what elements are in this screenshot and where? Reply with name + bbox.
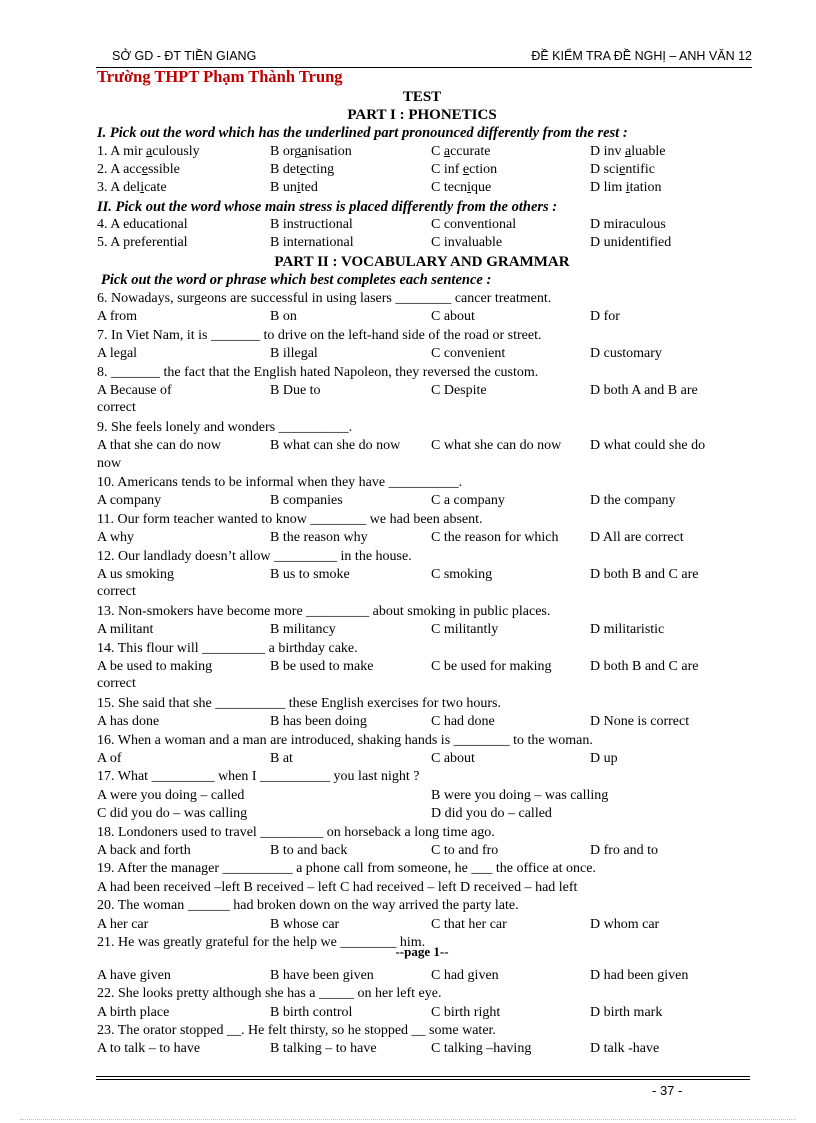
question-text: 10. Americans tends to be informal when they have __________. <box>97 475 463 490</box>
question-text: 20. The woman ______ had broken down on the way arrived the party late. <box>97 898 519 914</box>
answer-option: B at <box>270 751 293 766</box>
stress-instruction: II. Pick out the word whose main stress is placed differently from the others : <box>97 199 558 215</box>
answer-option: D both A and B are <box>590 383 698 398</box>
phonetics-option: D scientific <box>590 162 655 177</box>
phonetics-option: 1. A mir aculously <box>97 144 200 159</box>
phonetics-option: D inv aluable <box>590 144 666 159</box>
answer-option: B Due to <box>270 383 321 398</box>
answer-option: A her car <box>97 916 149 932</box>
grammar-instruction: Pick out the word or phrase which best completes each sentence : <box>101 272 492 288</box>
answer-option-continued: correct <box>97 676 136 692</box>
question-text: 8. _______ the fact that the English hated Napoleon, they reversed the custom. <box>97 364 539 380</box>
header-left: SỞ GD - ĐT TIỀN GIANG <box>112 49 257 63</box>
answer-option: C about <box>431 309 475 325</box>
question-text: 7. In Viet Nam, it is _______ to drive on the left-hand side of the road or street. <box>97 327 542 343</box>
underlined-sound: i <box>625 180 630 195</box>
footer-rule-1 <box>96 1076 750 1077</box>
question-text: 19. After the manager __________ a phone call from someone, he ___ the office at once. <box>97 861 596 877</box>
answer-option: C Despite <box>431 383 487 398</box>
part2-title: PART II : VOCABULARY AND GRAMMAR <box>274 254 570 270</box>
underlined-sound: a <box>146 144 153 159</box>
footer-rule-2 <box>96 1079 750 1080</box>
answer-option: B whose car <box>270 916 340 932</box>
answer-option: A of <box>97 751 122 766</box>
answer-option: B companies <box>270 493 343 509</box>
page-edge-dots <box>20 1119 796 1120</box>
answer-option: D fro and to <box>590 843 659 858</box>
stress-option: 4. A educational <box>97 217 188 232</box>
answer-option: C the reason for which <box>431 530 559 546</box>
answer-option: D both B and C are <box>590 567 699 582</box>
answer-option: A back and forth <box>97 843 191 858</box>
answer-option: B what can she do now <box>270 438 401 454</box>
stress-option: B instructional <box>270 217 353 232</box>
stress-option: 5. A preferential <box>97 235 188 250</box>
answer-option: D what could she do <box>590 438 706 454</box>
answer-option: B be used to make <box>270 659 374 674</box>
answer-option: C did you do – was calling <box>97 806 248 822</box>
phonetics-instruction: I. Pick out the word which has the underlined part pronounced differently from the rest : <box>97 125 628 141</box>
answer-option: C smoking <box>431 567 493 582</box>
answer-option: C be used for making <box>431 659 552 674</box>
underlined-sound: i <box>140 180 145 195</box>
answer-option: C to and fro <box>431 843 499 858</box>
question-text: 23. The orator stopped __. He felt thirsty, so he stopped __ some water. <box>97 1023 496 1038</box>
answer-option: B to and back <box>270 843 348 858</box>
answer-option: B have been given <box>270 967 374 983</box>
answer-option: B talking – to have <box>270 1041 377 1057</box>
question-text: 16. When a woman and a man are introduced, shaking hands is ________ to the woman. <box>97 732 593 748</box>
answer-option: C that her car <box>431 916 507 932</box>
answer-option: D All are correct <box>590 530 684 546</box>
answer-option: A that she can do now <box>97 438 222 454</box>
school-name: Trường THPT Phạm Thành Trung <box>97 67 343 86</box>
phonetics-option: D lim itation <box>590 180 662 195</box>
answer-option: C talking –having <box>431 1041 532 1057</box>
header-right: ĐỀ KIỂM TRA ĐỀ NGHỊ – ANH VĂN 12 <box>531 49 752 63</box>
answer-option-continued: correct <box>97 400 136 416</box>
question-text: 11. Our form teacher wanted to know ________ we had been absent. <box>97 511 483 527</box>
answer-option: D for <box>590 309 620 325</box>
answer-option: B were you doing – was calling <box>431 787 609 803</box>
answer-option: A Because of <box>97 383 172 398</box>
answer-option: A from <box>97 309 138 325</box>
underlined-sound: e <box>141 162 148 177</box>
answer-option: B militancy <box>270 622 336 638</box>
answer-option: B us to smoke <box>270 567 350 582</box>
question-text: 13. Non-smokers have become more _________ about smoking in public places. <box>97 603 551 619</box>
underlined-sound: i <box>467 180 472 195</box>
answer-option: A us smoking <box>97 567 175 582</box>
answer-option: D customary <box>590 346 662 362</box>
underlined-sound: a <box>301 144 308 159</box>
answer-option: D militaristic <box>590 622 665 638</box>
answer-option: C birth right <box>431 1004 501 1020</box>
answer-option: D did you do – called <box>431 806 552 822</box>
answer-option: C had done <box>431 714 495 730</box>
answer-option: A legal <box>97 346 138 362</box>
phonetics-option: 3. A delicate <box>97 180 167 195</box>
phonetics-option: B united <box>270 180 318 195</box>
answer-option: A be used to making <box>97 659 213 674</box>
underlined-sound: a <box>625 144 632 159</box>
page-number: - 37 - <box>652 1083 683 1098</box>
question-text: 15. She said that she __________ these English exercises for two hours. <box>97 695 501 711</box>
answer-option: A were you doing – called <box>97 787 245 803</box>
underlined-sound: i <box>296 180 301 195</box>
answer-option: A why <box>97 530 134 546</box>
answer-option-continued: correct <box>97 584 136 600</box>
answer-option: A has done <box>97 714 160 730</box>
stress-option: B international <box>270 235 354 250</box>
question-text: 9. She feels lonely and wonders __________. <box>97 419 353 435</box>
stress-option: D unidentified <box>590 235 672 250</box>
underlined-sound: e <box>619 162 626 177</box>
answer-option: D both B and C are <box>590 659 699 674</box>
stress-option: D miraculous <box>590 217 666 232</box>
phonetics-option: B organisation <box>270 144 352 159</box>
underlined-sound: e <box>299 162 307 177</box>
answer-option: B has been doing <box>270 714 367 730</box>
page-break-label: --page 1-- <box>395 944 449 960</box>
question-text: 18. Londoners used to travel _________ on horseback a long time ago. <box>97 824 495 840</box>
answer-option: B illegal <box>270 346 318 362</box>
answer-option: A militant <box>97 622 154 638</box>
phonetics-option: C tecnique <box>431 180 492 195</box>
answer-option: B the reason why <box>270 530 368 546</box>
phonetics-option: B detecting <box>270 162 335 177</box>
answer-option: B birth control <box>270 1004 353 1020</box>
answer-option: D None is correct <box>590 714 690 730</box>
phonetics-option: 2. A accessible <box>97 162 180 177</box>
question-text: 12. Our landlady doesn’t allow _________ in the house. <box>97 548 412 564</box>
answer-option: C militantly <box>431 622 499 638</box>
answer-option: C had given <box>431 967 499 983</box>
answer-option: C about <box>431 751 475 766</box>
answer-option: C convenient <box>431 346 506 362</box>
stress-option: C conventional <box>431 217 517 232</box>
question-text: 14. This flour will _________ a birthday cake. <box>97 640 358 656</box>
answer-option: C what she can do now <box>431 438 562 454</box>
answer-option: D the company <box>590 493 676 509</box>
question-text: 21. He was greatly grateful for the help we ________ him. <box>97 935 426 950</box>
answer-option: C a company <box>431 493 505 509</box>
answer-option: D birth mark <box>590 1004 663 1020</box>
answer-option: A birth place <box>97 1004 170 1020</box>
answer-option: A to talk – to have <box>97 1041 201 1057</box>
answer-option: A have given <box>97 967 171 983</box>
answer-option: D talk -have <box>590 1041 660 1057</box>
part1-title: PART I : PHONETICS <box>347 107 497 123</box>
question-text: 22. She looks pretty although she has a _____ on her left eye. <box>97 986 442 1002</box>
question-text: 17. What _________ when I __________ you last night ? <box>97 769 420 785</box>
answer-options-line: A had been received –left B received – left C had received – left D received – had left <box>97 879 578 895</box>
page-header <box>96 47 752 68</box>
answer-option: A company <box>97 493 162 509</box>
test-title: TEST <box>402 89 442 105</box>
answer-option: B on <box>270 309 297 325</box>
stress-option: C invaluable <box>431 235 503 250</box>
underlined-sound: e <box>462 162 470 177</box>
answer-option: D up <box>590 751 618 766</box>
phonetics-option: C accurate <box>431 144 491 159</box>
answer-option-continued: now <box>97 455 122 471</box>
answer-option: D had been given <box>590 967 689 983</box>
answer-option: D whom car <box>590 916 660 932</box>
underlined-sound: a <box>443 144 451 159</box>
phonetics-option: C inf ection <box>431 162 498 177</box>
question-text: 6. Nowadays, surgeons are successful in using lasers ________ cancer treatment. <box>97 291 552 306</box>
